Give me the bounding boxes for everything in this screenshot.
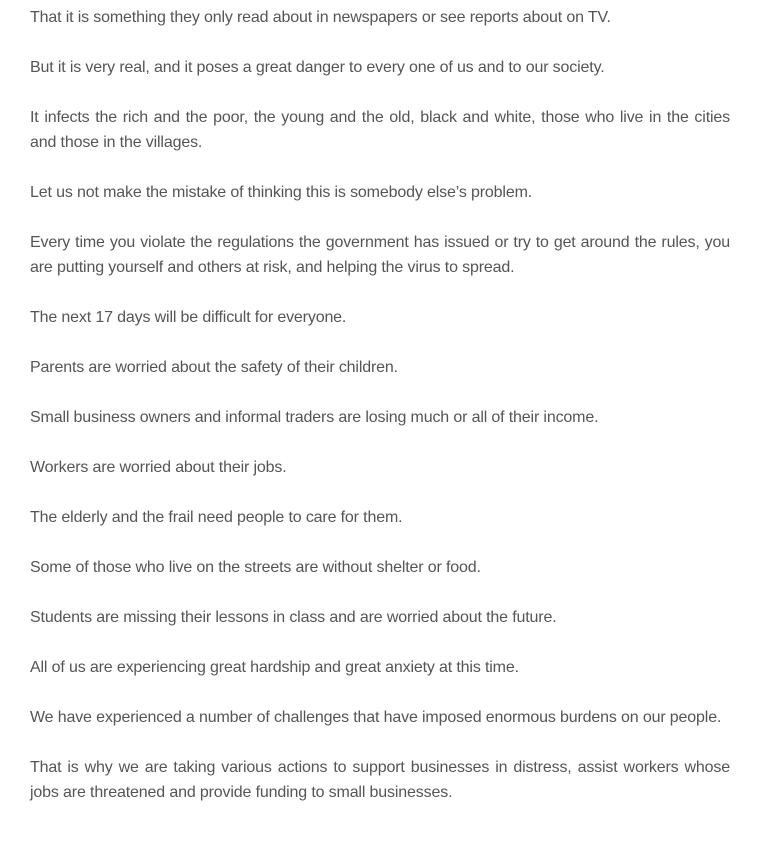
paragraph: Some of those who live on the streets are without shelter or food. xyxy=(30,559,481,576)
paragraph: The next 17 days will be difficult for everyone. xyxy=(30,309,347,326)
paragraph: It infects the rich and the poor, the young and the old, black and white, those who live in the cities and those in the villages. xyxy=(30,109,730,151)
paragraph: Students are missing their lessons in class and are worried about the future. xyxy=(30,609,557,626)
paragraph: That it is something they only read about in newspapers or see reports about on TV. xyxy=(30,9,611,26)
paragraph: Every time you violate the regulations the government has issued or try to get around the rules, you are putting yourself and others at risk, and helping the virus to spread. xyxy=(30,234,730,276)
paragraph: Workers are worried about their jobs. xyxy=(30,459,287,476)
paragraph: The elderly and the frail need people to care for them. xyxy=(30,509,403,526)
paragraph: Small business owners and informal traders are losing much or all of their income. xyxy=(30,409,599,426)
paragraph: Let us not make the mistake of thinking this is somebody else’s problem. xyxy=(30,184,533,201)
paragraph: That is why we are taking various actions to support businesses in distress, assist workers whose jobs are threatened and provide funding to small businesses. xyxy=(30,759,730,801)
article-body xyxy=(30,5,730,830)
paragraph: Parents are worried about the safety of their children. xyxy=(30,359,398,376)
paragraph: We have experienced a number of challenges that have imposed enormous burdens on our people. xyxy=(30,709,722,726)
paragraph: But it is very real, and it poses a great danger to every one of us and to our society. xyxy=(30,59,605,76)
paragraph: All of us are experiencing great hardship and great anxiety at this time. xyxy=(30,659,519,676)
